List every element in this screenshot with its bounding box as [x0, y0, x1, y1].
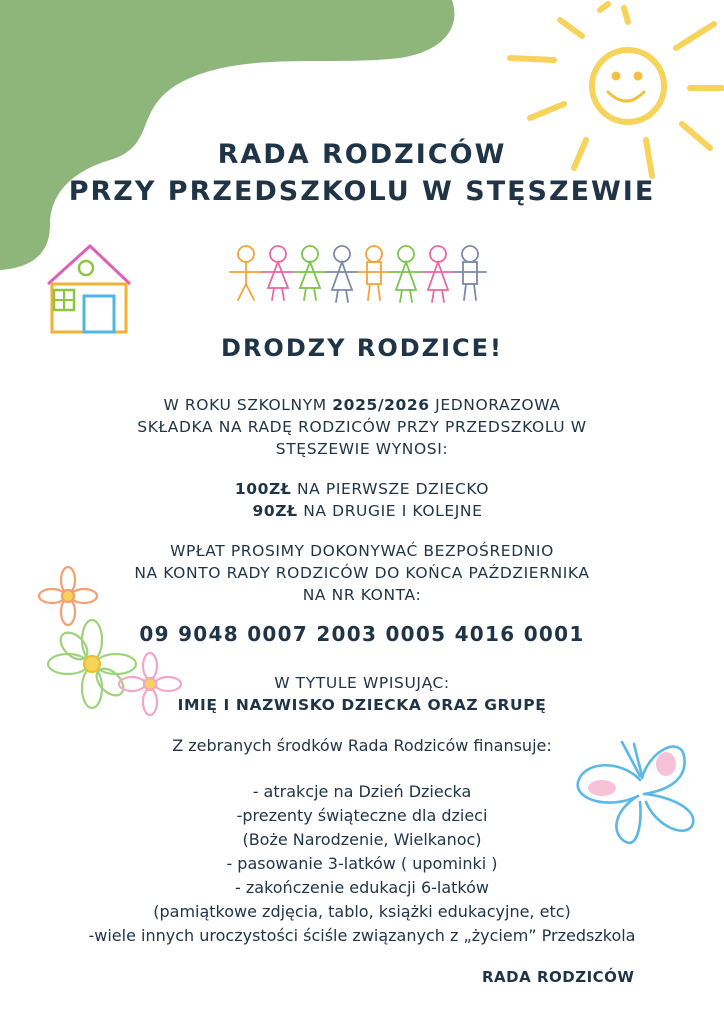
transfer-title [0, 672, 724, 716]
fee-intro-line-3: STĘSZEWIE WYNOSI: [275, 440, 449, 458]
title-line-1: RADA RODZICÓW [217, 139, 507, 170]
funding-item: -prezenty świąteczne dla dzieci [236, 806, 488, 825]
amount-label: NA PIERWSZE DZIECKO [291, 480, 490, 498]
funding-item: -wiele innych uroczystości ściśle związanych z „życiem” Przedszkola [88, 926, 636, 945]
transfer-title-label: W TYTULE WPISUJĄC: [274, 674, 450, 692]
amount-value: 90ZŁ [252, 502, 298, 520]
children-chain-icon [226, 240, 498, 306]
transfer-title-value [0, 694, 724, 716]
title-line-2: PRZY PRZEDSZKOLU W STĘSZEWIE [68, 176, 656, 207]
fee-amount-first [0, 478, 724, 500]
fee-intro-text: W ROKU SZKOLNYM [163, 396, 333, 414]
school-year: 2025/2026 [332, 396, 430, 414]
fee-amount-next [0, 500, 724, 522]
fee-amounts [0, 478, 724, 522]
page-title [0, 136, 724, 210]
greeting-heading: DRODZY RODZICE! [221, 334, 503, 362]
payment-info [0, 540, 724, 606]
payment-info-line: NA KONTO RADY RODZICÓW DO KOŃCA PAŹDZIERNIKA [134, 564, 590, 582]
funding-intro: Z zebranych środków Rada Rodziców finansuje: [172, 736, 552, 755]
amount-value: 100ZŁ [234, 480, 292, 498]
funding-item: - atrakcje na Dzień Dziecka [252, 782, 472, 801]
signature: RADA RODZICÓW [482, 968, 635, 986]
funding-item: - zakończenie edukacji 6-latków [235, 878, 489, 897]
funding-item: (pamiątkowe zdjęcia, tablo, książki edukacyjne, etc) [153, 902, 571, 921]
account-number: 09 9048 0007 2003 0005 4016 0001 [139, 622, 585, 646]
payment-info-line: WPŁAT PROSIMY DOKONYWAĆ BEZPOŚREDNIO [170, 542, 554, 560]
funding-item: - pasowanie 3-latków ( upominki ) [226, 854, 498, 873]
funding-list [0, 780, 724, 948]
transfer-title-text: IMIĘ I NAZWISKO DZIECKA ORAZ GRUPĘ [177, 696, 547, 714]
house-icon [40, 240, 140, 340]
payment-info-line: NA NR KONTA: [302, 586, 422, 604]
funding-item: (Boże Narodzenie, Wielkanoc) [242, 830, 482, 849]
fee-intro-line-2: SKŁADKA NA RADĘ RODZICÓW PRZY PRZEDSZKOLU W [137, 418, 587, 436]
fee-intro [0, 394, 724, 460]
amount-label: NA DRUGIE I KOLEJNE [297, 502, 483, 520]
fee-intro-line-1 [0, 394, 724, 416]
fee-intro-text: JEDNORAZOWA [429, 396, 561, 414]
